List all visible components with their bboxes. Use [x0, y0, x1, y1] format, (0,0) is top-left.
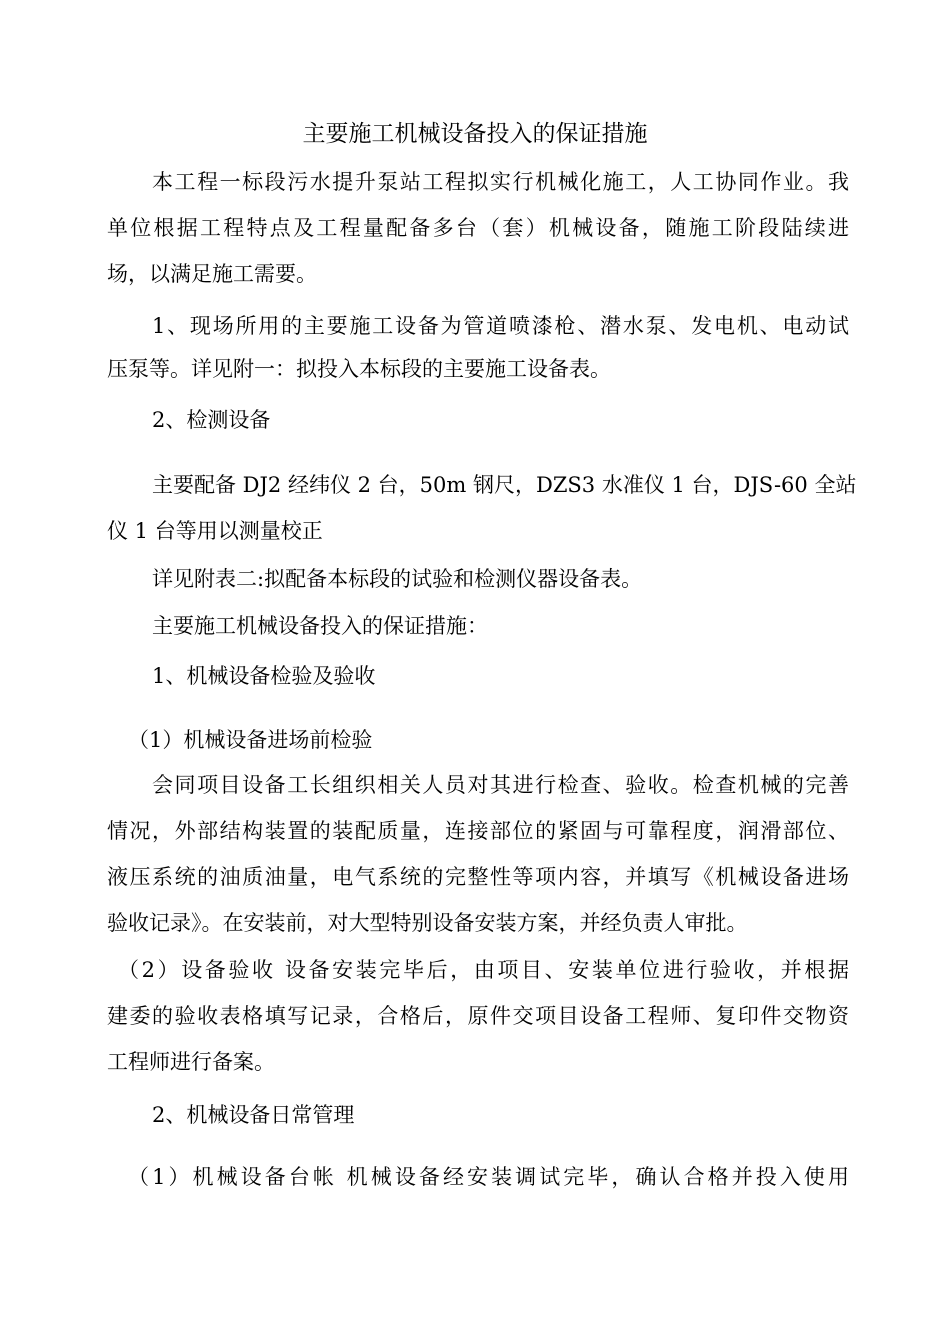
paragraph-line: 验收记录》。在安装前，对大型特别设备安装方案，并经负责人审批。 — [107, 911, 748, 935]
paragraph-line: 会同项目设备工长组织相关人员对其进行检查、验收。检查机械的完善 — [152, 773, 849, 797]
paragraph-line: 主要配备 DJ2 经纬仪 2 台，50m 钢尺，DZS3 水准仪 1 台，DJS-60 全站 — [152, 473, 857, 497]
paragraph-line: 场，以满足施工需要。 — [107, 262, 317, 286]
paragraph-line: 液压系统的油质油量，电气系统的完整性等项内容，并填写《机械设备进场 — [107, 865, 849, 889]
paragraph-line: （1）机械设备台帐 机械设备经安装调试完毕，确认合格并投入使用 — [128, 1165, 849, 1189]
section-heading: 2、检测设备 — [152, 408, 271, 432]
section-heading: 2、机械设备日常管理 — [152, 1103, 355, 1127]
section-heading: 1、机械设备检验及验收 — [152, 664, 376, 688]
document-title: 主要施工机械设备投入的保证措施 — [302, 121, 648, 147]
paragraph-line: 建委的验收表格填写记录，合格后，原件交项目设备工程师、复印件交物资 — [107, 1004, 849, 1028]
paragraph-line: 本工程一标段污水提升泵站工程拟实行机械化施工，人工协同作业。我 — [152, 170, 849, 194]
subsection-heading: （1）机械设备进场前检验 — [128, 728, 373, 752]
paragraph-line: 压泵等。详见附一：拟投入本标段的主要施工设备表。 — [107, 357, 611, 381]
paragraph-line: 情况，外部结构装置的装配质量，连接部位的紧固与可靠程度，润滑部位、 — [107, 819, 849, 843]
paragraph-line: 主要施工机械设备投入的保证措施： — [152, 614, 488, 638]
paragraph-line: 单位根据工程特点及工程量配备多台（套）机械设备，随施工阶段陆续进 — [107, 216, 849, 240]
paragraph-line: （2）设备验收 设备安装完毕后，由项目、安装单位进行验收，并根据 — [118, 958, 849, 982]
paragraph-line: 详见附表二:拟配备本标段的试验和检测仪器设备表。 — [152, 567, 643, 591]
paragraph-line: 1、现场所用的主要施工设备为管道喷漆枪、潜水泵、发电机、电动试 — [152, 314, 849, 338]
paragraph-line: 工程师进行备案。 — [107, 1050, 275, 1074]
paragraph-line: 仪 1 台等用以测量校正 — [107, 519, 323, 543]
